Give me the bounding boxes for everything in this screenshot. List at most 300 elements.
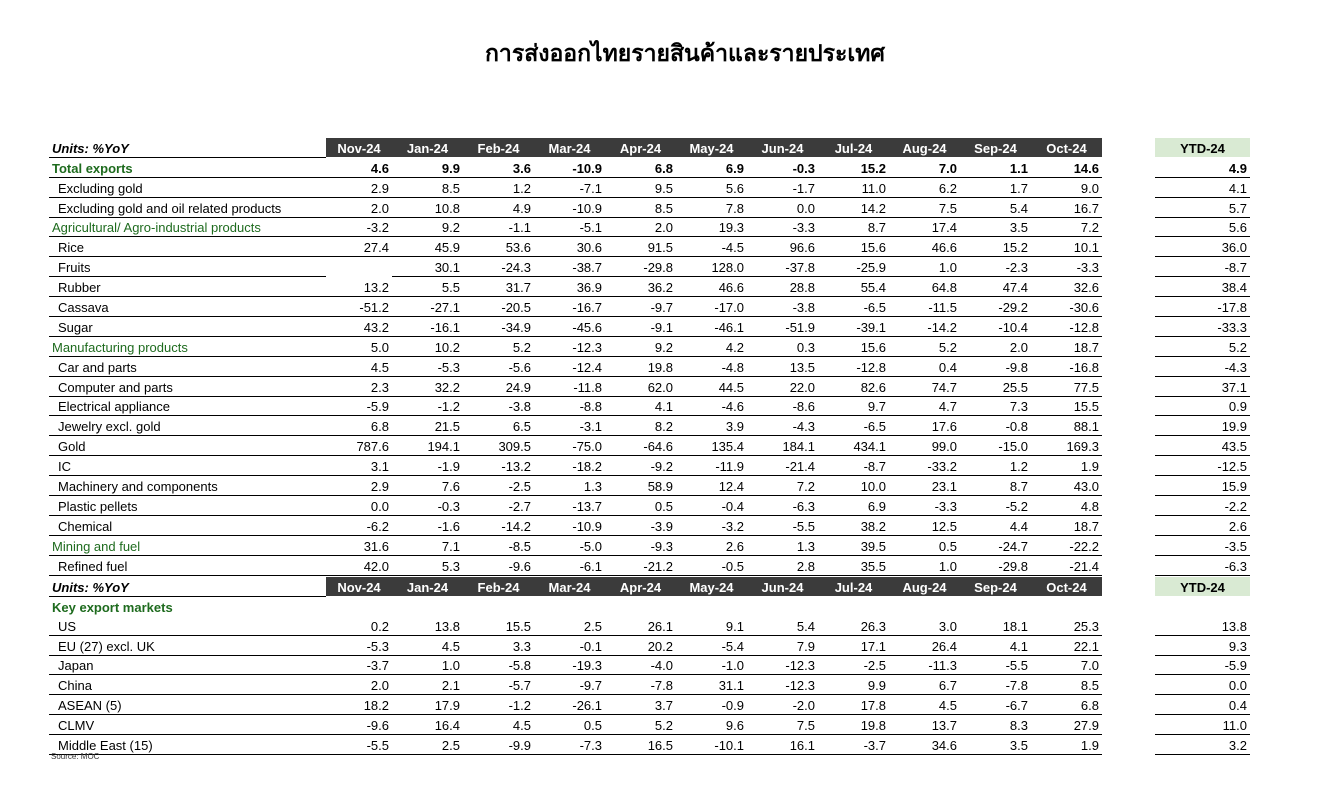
table-cell: -3.2 <box>326 217 392 237</box>
row-label: Sugar <box>49 317 326 337</box>
table-cell: -9.1 <box>605 317 676 337</box>
table-cell: 2.6 <box>676 535 747 555</box>
table-cell: -3.3 <box>889 496 960 516</box>
spacer <box>1102 436 1155 456</box>
table-cell: -12.3 <box>747 655 818 675</box>
table-cell: -5.4 <box>676 635 747 655</box>
table-cell: 0.3 <box>747 336 818 356</box>
ytd-header: YTD-24 <box>1155 138 1250 157</box>
table-row <box>49 257 1250 277</box>
table-cell: -10.9 <box>534 515 605 535</box>
table-cell: -8.8 <box>534 396 605 416</box>
table-cell: -4.8 <box>676 356 747 376</box>
table-cell: 46.6 <box>676 277 747 297</box>
spacer <box>1102 577 1155 596</box>
table-cell: -7.8 <box>960 675 1031 695</box>
table-cell: -9.3 <box>605 535 676 555</box>
table-cell: 12.4 <box>676 476 747 496</box>
table-row <box>49 396 1250 416</box>
table-cell: -45.6 <box>534 317 605 337</box>
ytd-cell: 4.1 <box>1155 177 1250 197</box>
table-cell: 53.6 <box>463 237 534 257</box>
ytd-cell: -6.3 <box>1155 555 1250 575</box>
table-cell: 169.3 <box>1031 436 1102 456</box>
table-row <box>49 655 1250 675</box>
month-header: Sep-24 <box>960 577 1031 596</box>
table-cell: -5.3 <box>326 635 392 655</box>
table-cell: 10.1 <box>1031 237 1102 257</box>
table-cell: -51.9 <box>747 317 818 337</box>
table-cell: 5.4 <box>960 197 1031 217</box>
month-header: May-24 <box>676 577 747 596</box>
table-cell: 13.8 <box>392 616 463 635</box>
table-cell: -0.4 <box>676 496 747 516</box>
table-cell: 2.9 <box>326 476 392 496</box>
table-cell: -5.2 <box>960 496 1031 516</box>
month-header: May-24 <box>676 138 747 157</box>
table-cell: -5.9 <box>326 396 392 416</box>
table-cell: 42.0 <box>326 555 392 575</box>
spacer <box>1102 336 1155 356</box>
spacer <box>1102 277 1155 297</box>
table-cell: 18.2 <box>326 695 392 715</box>
spacer <box>1102 356 1155 376</box>
table-cell: -6.2 <box>326 515 392 535</box>
table-cell: 8.5 <box>1031 675 1102 695</box>
spacer <box>1102 496 1155 516</box>
ytd-cell: 3.2 <box>1155 735 1250 755</box>
table-cell: -29.8 <box>960 555 1031 575</box>
spacer <box>1102 257 1155 277</box>
table-cell: -7.3 <box>534 735 605 755</box>
table-row <box>49 496 1250 516</box>
table-cell: -3.8 <box>747 297 818 317</box>
table-cell: -8.6 <box>747 396 818 416</box>
table-cell: -6.5 <box>818 416 889 436</box>
table-cell: 5.2 <box>605 715 676 735</box>
table-cell: -9.6 <box>326 715 392 735</box>
table-cell: -12.3 <box>534 336 605 356</box>
table-row <box>49 237 1250 257</box>
spacer <box>1155 596 1250 615</box>
ytd-cell: 38.4 <box>1155 277 1250 297</box>
table-cell: 8.7 <box>960 476 1031 496</box>
table-cell: 43.2 <box>326 317 392 337</box>
table-cell: 5.4 <box>747 616 818 635</box>
ytd-cell: 9.3 <box>1155 635 1250 655</box>
table-cell: -2.0 <box>747 695 818 715</box>
table-cell: -64.6 <box>605 436 676 456</box>
month-header: Mar-24 <box>534 577 605 596</box>
table-cell: 309.5 <box>463 436 534 456</box>
month-header: Jul-24 <box>818 577 889 596</box>
table-cell: 0.2 <box>326 616 392 635</box>
row-label: Computer and parts <box>49 376 326 396</box>
table-cell: 15.2 <box>818 157 889 177</box>
table-cell: 35.5 <box>818 555 889 575</box>
table-cell: 9.0 <box>1031 177 1102 197</box>
table-cell: 39.5 <box>818 535 889 555</box>
table-cell: 0.5 <box>605 496 676 516</box>
spacer <box>747 596 818 615</box>
table-cell: 1.1 <box>960 157 1031 177</box>
table-cell: 1.9 <box>1031 735 1102 755</box>
table-cell: 5.2 <box>463 336 534 356</box>
table-cell: -21.4 <box>1031 555 1102 575</box>
table-cell: -12.8 <box>818 356 889 376</box>
row-label: Manufacturing products <box>49 336 326 356</box>
row-label: China <box>49 675 326 695</box>
row-label: CLMV <box>49 715 326 735</box>
table-cell: -21.4 <box>747 456 818 476</box>
row-label: Chemical <box>49 515 326 535</box>
table-cell: -11.9 <box>676 456 747 476</box>
row-label: Car and parts <box>49 356 326 376</box>
table-cell: 17.8 <box>818 695 889 715</box>
table-row <box>49 177 1250 197</box>
table-cell: 17.9 <box>392 695 463 715</box>
table-row <box>49 197 1250 217</box>
table-cell: -10.1 <box>676 735 747 755</box>
table-cell: -17.0 <box>676 297 747 317</box>
table-cell: 9.6 <box>676 715 747 735</box>
table-cell: 91.5 <box>605 237 676 257</box>
table-cell: 36.2 <box>605 277 676 297</box>
spacer <box>1102 535 1155 555</box>
table-cell: 5.3 <box>392 555 463 575</box>
table-cell: 128.0 <box>676 257 747 277</box>
table-cell: -3.7 <box>818 735 889 755</box>
row-label: Rubber <box>49 277 326 297</box>
table-cell: 0.0 <box>326 496 392 516</box>
table-cell: -11.5 <box>889 297 960 317</box>
table-cell: -12.3 <box>747 675 818 695</box>
month-header: Nov-24 <box>326 577 392 596</box>
table-cell: 194.1 <box>392 436 463 456</box>
table-cell: -3.3 <box>1031 257 1102 277</box>
table-cell: 30.1 <box>392 257 463 277</box>
table-cell: 16.4 <box>392 715 463 735</box>
table-cell: 17.1 <box>818 635 889 655</box>
table-cell: 4.1 <box>605 396 676 416</box>
table-cell: -21.2 <box>605 555 676 575</box>
table-cell: 23.1 <box>889 476 960 496</box>
table-cell: -16.7 <box>534 297 605 317</box>
row-label: Gold <box>49 436 326 456</box>
page-title: การส่งออกไทยรายสินค้าและรายประเทศ <box>485 41 885 67</box>
month-header: Jan-24 <box>392 138 463 157</box>
table-cell: 6.2 <box>889 177 960 197</box>
table-cell: -2.3 <box>960 257 1031 277</box>
table-row <box>49 476 1250 496</box>
spacer <box>534 596 605 615</box>
table-cell: -25.9 <box>818 257 889 277</box>
section-row <box>49 596 1250 615</box>
table-cell: 3.9 <box>676 416 747 436</box>
row-label: Plastic pellets <box>49 496 326 516</box>
table-row <box>49 555 1250 575</box>
month-header: Jul-24 <box>818 138 889 157</box>
table-cell: 4.4 <box>960 515 1031 535</box>
table-cell: 16.5 <box>605 735 676 755</box>
spacer <box>889 596 960 615</box>
table-cell: 0.5 <box>889 535 960 555</box>
spacer <box>676 596 747 615</box>
table-cell: 15.5 <box>463 616 534 635</box>
month-header: Aug-24 <box>889 138 960 157</box>
table-cell: -5.6 <box>463 356 534 376</box>
ytd-cell: -33.3 <box>1155 317 1250 337</box>
table-cell: -38.7 <box>534 257 605 277</box>
table-cell: -37.8 <box>747 257 818 277</box>
table-cell: -3.8 <box>463 396 534 416</box>
table-cell: -22.2 <box>1031 535 1102 555</box>
table-cell: -7.8 <box>605 675 676 695</box>
table-cell: 4.8 <box>1031 496 1102 516</box>
table-cell: 1.2 <box>960 456 1031 476</box>
table-cell: 14.2 <box>818 197 889 217</box>
table-cell: 4.7 <box>889 396 960 416</box>
table-cell: -10.4 <box>960 317 1031 337</box>
table-cell: 46.6 <box>889 237 960 257</box>
table-cell: -3.2 <box>676 515 747 535</box>
spacer <box>1102 476 1155 496</box>
table-cell: 17.4 <box>889 217 960 237</box>
table-cell: 2.0 <box>326 197 392 217</box>
table-cell: -5.5 <box>326 735 392 755</box>
row-label: Electrical appliance <box>49 396 326 416</box>
table-cell: -1.7 <box>747 177 818 197</box>
ytd-cell: -8.7 <box>1155 257 1250 277</box>
table-cell: 13.2 <box>326 277 392 297</box>
table-row <box>49 376 1250 396</box>
table-cell: 3.6 <box>463 157 534 177</box>
spacer <box>1102 197 1155 217</box>
ytd-cell: 36.0 <box>1155 237 1250 257</box>
table-cell: -0.1 <box>534 635 605 655</box>
table-cell: 10.0 <box>818 476 889 496</box>
table-cell: 16.1 <box>747 735 818 755</box>
table-cell: 7.2 <box>747 476 818 496</box>
table-cell: -14.2 <box>889 317 960 337</box>
table-cell: -1.9 <box>392 456 463 476</box>
month-header: Apr-24 <box>605 577 676 596</box>
spacer <box>1102 735 1155 755</box>
table-cell: 15.2 <box>960 237 1031 257</box>
section-label: Key export markets <box>52 599 173 615</box>
row-label: ASEAN (5) <box>49 695 326 715</box>
table-cell: 787.6 <box>326 436 392 456</box>
header-row <box>49 577 1250 596</box>
table-cell: -14.2 <box>463 515 534 535</box>
table-cell <box>326 257 392 277</box>
table-cell: -12.4 <box>534 356 605 376</box>
ytd-cell: 37.1 <box>1155 376 1250 396</box>
table-cell: -34.9 <box>463 317 534 337</box>
table-cell: 9.2 <box>392 217 463 237</box>
table-cell: 27.9 <box>1031 715 1102 735</box>
ytd-cell: 5.6 <box>1155 217 1250 237</box>
table-cell: 4.1 <box>960 635 1031 655</box>
table-cell: 2.0 <box>326 675 392 695</box>
spacer <box>1102 317 1155 337</box>
table-cell: -6.5 <box>818 297 889 317</box>
table-cell: 1.9 <box>1031 456 1102 476</box>
table-cell: -8.7 <box>818 456 889 476</box>
table-cell: 9.2 <box>605 336 676 356</box>
row-label: US <box>49 616 326 635</box>
spacer <box>326 596 392 615</box>
table-cell: 25.3 <box>1031 616 1102 635</box>
row-label: Machinery and components <box>49 476 326 496</box>
spacer <box>1102 655 1155 675</box>
table-cell: -2.5 <box>463 476 534 496</box>
table-cell: 6.7 <box>889 675 960 695</box>
spacer <box>1102 555 1155 575</box>
ytd-cell: -3.5 <box>1155 535 1250 555</box>
table-cell: -5.5 <box>747 515 818 535</box>
table-cell: -13.7 <box>534 496 605 516</box>
spacer <box>392 596 463 615</box>
table-cell: 7.1 <box>392 535 463 555</box>
table-cell: 26.3 <box>818 616 889 635</box>
table-row <box>49 675 1250 695</box>
spacer <box>1102 237 1155 257</box>
ytd-header: YTD-24 <box>1155 577 1250 596</box>
table-cell: 2.5 <box>534 616 605 635</box>
table-cell: 27.4 <box>326 237 392 257</box>
table-cell: 45.9 <box>392 237 463 257</box>
table-cell: 2.0 <box>960 336 1031 356</box>
table-cell: -51.2 <box>326 297 392 317</box>
table-cell: 3.5 <box>960 735 1031 755</box>
table-cell: -33.2 <box>889 456 960 476</box>
row-label: EU (27) excl. UK <box>49 635 326 655</box>
table-cell: 10.8 <box>392 197 463 217</box>
source-note: Source: MOC <box>51 752 100 761</box>
row-label: Jewelry excl. gold <box>49 416 326 436</box>
month-header: Oct-24 <box>1031 138 1102 157</box>
table-cell: 9.7 <box>818 396 889 416</box>
table-cell: 3.0 <box>889 616 960 635</box>
table-cell: 22.0 <box>747 376 818 396</box>
table-cell: 7.5 <box>889 197 960 217</box>
table-cell: 16.7 <box>1031 197 1102 217</box>
table-cell: 4.5 <box>463 715 534 735</box>
spacer <box>1102 456 1155 476</box>
table-cell: 4.5 <box>889 695 960 715</box>
table-cell: 1.3 <box>747 535 818 555</box>
table-cell: -5.8 <box>463 655 534 675</box>
table-cell: 96.6 <box>747 237 818 257</box>
table-cell: 14.6 <box>1031 157 1102 177</box>
table-cell: -4.0 <box>605 655 676 675</box>
table-cell: -16.1 <box>392 317 463 337</box>
product-export-table <box>49 138 1250 576</box>
table-cell: 7.3 <box>960 396 1031 416</box>
table-cell: -29.2 <box>960 297 1031 317</box>
spacer <box>1031 596 1102 615</box>
table-cell: -1.1 <box>463 217 534 237</box>
spacer <box>1102 675 1155 695</box>
spacer <box>960 596 1031 615</box>
table-cell: 135.4 <box>676 436 747 456</box>
month-header: Mar-24 <box>534 138 605 157</box>
table-cell: 184.1 <box>747 436 818 456</box>
table-cell: 24.9 <box>463 376 534 396</box>
table-cell: 2.1 <box>392 675 463 695</box>
spacer <box>1102 297 1155 317</box>
row-label: Excluding gold <box>49 177 326 197</box>
month-header: Jan-24 <box>392 577 463 596</box>
table-cell: -26.1 <box>534 695 605 715</box>
table-cell: 6.9 <box>676 157 747 177</box>
table-cell: 30.6 <box>534 237 605 257</box>
table-cell: 4.2 <box>676 336 747 356</box>
spacer <box>463 596 534 615</box>
table-cell: 5.0 <box>326 336 392 356</box>
table-cell: 18.7 <box>1031 336 1102 356</box>
ytd-cell: 5.2 <box>1155 336 1250 356</box>
table-cell: 11.0 <box>818 177 889 197</box>
table-cell: -7.1 <box>534 177 605 197</box>
table-cell: 7.0 <box>889 157 960 177</box>
table-cell: 31.6 <box>326 535 392 555</box>
row-label: Refined fuel <box>49 555 326 575</box>
table-cell: 7.6 <box>392 476 463 496</box>
table-cell: 47.4 <box>960 277 1031 297</box>
table-cell: 22.1 <box>1031 635 1102 655</box>
table-cell: -8.5 <box>463 535 534 555</box>
table-cell: 4.6 <box>326 157 392 177</box>
ytd-cell: -2.2 <box>1155 496 1250 516</box>
ytd-cell: 0.0 <box>1155 675 1250 695</box>
table-cell: 62.0 <box>605 376 676 396</box>
table-cell: 18.1 <box>960 616 1031 635</box>
spacer <box>605 596 676 615</box>
table-cell: 77.5 <box>1031 376 1102 396</box>
table-cell: -20.5 <box>463 297 534 317</box>
spacer <box>1102 635 1155 655</box>
table-cell: -9.7 <box>605 297 676 317</box>
table-cell: -4.6 <box>676 396 747 416</box>
row-label: Agricultural/ Agro-industrial products <box>49 217 326 237</box>
table-cell: 7.5 <box>747 715 818 735</box>
table-row <box>49 217 1250 237</box>
table-cell: -16.8 <box>1031 356 1102 376</box>
market-export-table <box>49 577 1250 755</box>
table-cell: -5.5 <box>960 655 1031 675</box>
table-cell: 2.3 <box>326 376 392 396</box>
table-cell: -3.9 <box>605 515 676 535</box>
units-label: Units: %YoY <box>49 577 326 596</box>
table-cell: 17.6 <box>889 416 960 436</box>
table-cell: 7.9 <box>747 635 818 655</box>
table-cell: 2.5 <box>392 735 463 755</box>
ytd-cell: -12.5 <box>1155 456 1250 476</box>
table-cell: 3.3 <box>463 635 534 655</box>
ytd-cell: 0.9 <box>1155 396 1250 416</box>
table-cell: 2.8 <box>747 555 818 575</box>
table-cell: -3.7 <box>326 655 392 675</box>
month-header: Feb-24 <box>463 577 534 596</box>
table-cell: 36.9 <box>534 277 605 297</box>
table-cell: 12.5 <box>889 515 960 535</box>
table-cell: 34.6 <box>889 735 960 755</box>
units-label: Units: %YoY <box>49 138 326 157</box>
table-cell: -4.5 <box>676 237 747 257</box>
table-cell: 2.9 <box>326 177 392 197</box>
